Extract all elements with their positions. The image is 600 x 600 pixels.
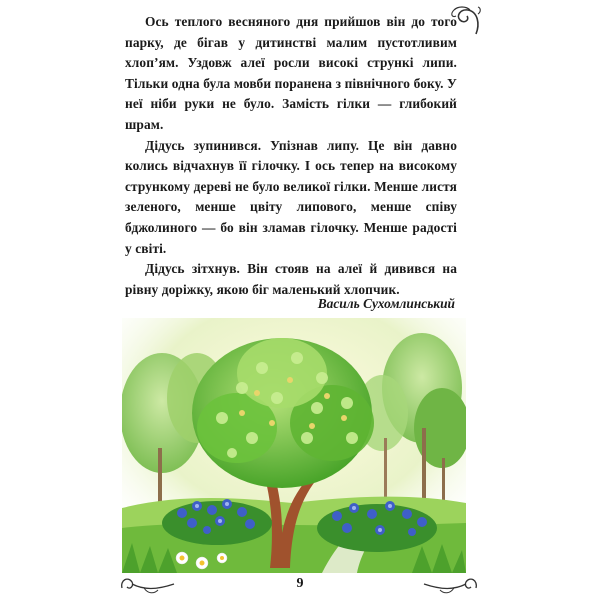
- linden-tree-illustration: [122, 318, 466, 573]
- paragraph-3: Дідусь зітхнув. Він стояв на алеї й дивився на рівну доріжку, якою біг маленький хлопчик.: [125, 261, 457, 297]
- corner-ornament-bottom-right: [420, 574, 480, 596]
- paragraph-1: Ось теплого весняного дня прийшов він до того парку, де бігав у дитинстві малим пустотливим хлоп’ям. Уздовж алеї росли високі стрункі липи. Тільки одна була мовби поранена з північного боку. У неї ніби руки не було. Замість гілки — глибокий шрам.: [125, 14, 457, 132]
- page-number: 9: [296, 576, 304, 591]
- paragraph-2: Дідусь зупинився. Упізнав липу. Це він давно колись відчахнув її гілочку. І ось тепер на високому стрункому дереві не було великої гілки. Менше листя зеленого, менше цвіту липового, менше співу бджолиного — бо він зламав гілочку. Менше радості у світі.: [125, 137, 457, 256]
- author-signature: Василь Сухомлинський: [317, 296, 455, 311]
- story-text: [125, 12, 457, 300]
